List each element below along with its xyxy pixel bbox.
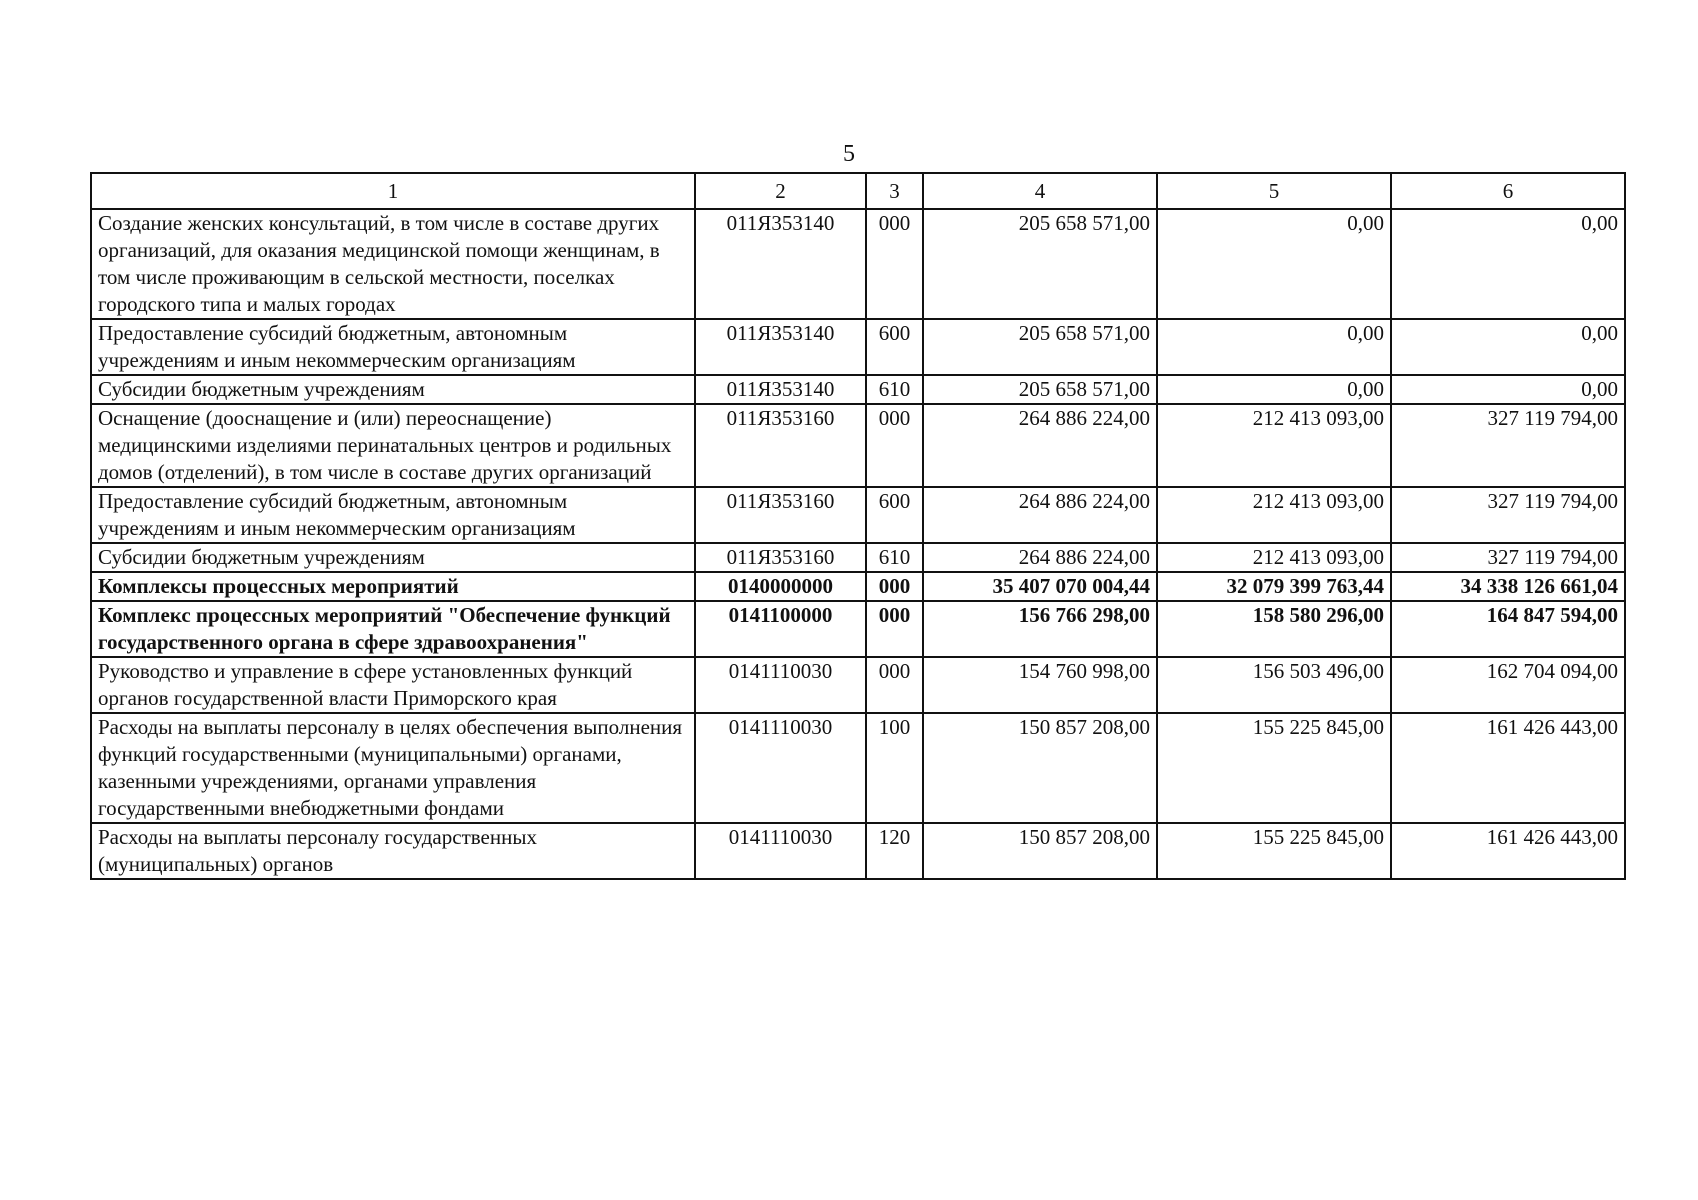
amount-col-6: 327 119 794,00 (1391, 404, 1625, 487)
target-code: 011Я353160 (695, 487, 866, 543)
item-name: Предоставление субсидий бюджетным, автономным учреждениям и иным некоммерческим организациям (91, 319, 695, 375)
amount-col-5: 32 079 399 763,44 (1157, 572, 1391, 601)
amount-col-4: 264 886 224,00 (923, 487, 1157, 543)
item-name: Руководство и управление в сфере установленных функций органов государственной власти Приморского края (91, 657, 695, 713)
amount-col-5: 212 413 093,00 (1157, 487, 1391, 543)
amount-col-5: 155 225 845,00 (1157, 713, 1391, 823)
header-row (91, 173, 1625, 209)
amount-col-5: 156 503 496,00 (1157, 657, 1391, 713)
amount-col-6: 162 704 094,00 (1391, 657, 1625, 713)
table-row (91, 375, 1625, 404)
amount-col-4: 150 857 208,00 (923, 823, 1157, 879)
table-row (91, 543, 1625, 572)
amount-col-4: 35 407 070 004,44 (923, 572, 1157, 601)
amount-col-6: 327 119 794,00 (1391, 543, 1625, 572)
expense-type: 000 (866, 572, 923, 601)
table-row (91, 657, 1625, 713)
expense-type: 120 (866, 823, 923, 879)
table-row (91, 713, 1625, 823)
expense-type: 000 (866, 657, 923, 713)
table-row (91, 572, 1625, 601)
target-code: 0141110030 (695, 657, 866, 713)
header-cell-2: 2 (695, 173, 866, 209)
header-cell-6: 6 (1391, 173, 1625, 209)
table-row (91, 823, 1625, 879)
header-cell-4: 4 (923, 173, 1157, 209)
amount-col-5: 212 413 093,00 (1157, 404, 1391, 487)
item-name: Создание женских консультаций, в том числе в составе других организаций, для оказания медицинской помощи женщинам, в том числе проживающим в сельской местности, поселках городского типа и малых городах (91, 209, 695, 319)
target-code: 011Я353140 (695, 375, 866, 404)
target-code: 0141100000 (695, 601, 866, 657)
budget-table (90, 172, 1626, 880)
target-code: 011Я353160 (695, 543, 866, 572)
target-code: 011Я353160 (695, 404, 866, 487)
table-row (91, 319, 1625, 375)
amount-col-4: 154 760 998,00 (923, 657, 1157, 713)
expense-type: 100 (866, 713, 923, 823)
amount-col-5: 212 413 093,00 (1157, 543, 1391, 572)
table-row (91, 209, 1625, 319)
table-row (91, 404, 1625, 487)
amount-col-6: 161 426 443,00 (1391, 713, 1625, 823)
amount-col-6: 327 119 794,00 (1391, 487, 1625, 543)
amount-col-4: 150 857 208,00 (923, 713, 1157, 823)
item-name: Комплексы процессных мероприятий (91, 572, 695, 601)
item-name: Расходы на выплаты персоналу государственных (муниципальных) органов (91, 823, 695, 879)
amount-col-4: 264 886 224,00 (923, 404, 1157, 487)
expense-type: 000 (866, 601, 923, 657)
amount-col-5: 0,00 (1157, 209, 1391, 319)
amount-col-5: 0,00 (1157, 319, 1391, 375)
table-body (91, 209, 1625, 879)
header-cell-3: 3 (866, 173, 923, 209)
target-code: 0140000000 (695, 572, 866, 601)
amount-col-5: 158 580 296,00 (1157, 601, 1391, 657)
target-code: 0141110030 (695, 823, 866, 879)
page-number: 5 (843, 141, 855, 167)
table-row (91, 487, 1625, 543)
item-name: Комплекс процессных мероприятий "Обеспечение функций государственного органа в сфере здравоохранения" (91, 601, 695, 657)
amount-col-4: 205 658 571,00 (923, 319, 1157, 375)
item-name: Оснащение (дооснащение и (или) переоснащение) медицинскими изделиями перинатальных центров и родильных домов (отделений), в том числе в составе других организаций (91, 404, 695, 487)
table-row (91, 601, 1625, 657)
header-cell-5: 5 (1157, 173, 1391, 209)
target-code: 011Я353140 (695, 209, 866, 319)
amount-col-5: 155 225 845,00 (1157, 823, 1391, 879)
amount-col-6: 164 847 594,00 (1391, 601, 1625, 657)
amount-col-4: 264 886 224,00 (923, 543, 1157, 572)
amount-col-4: 205 658 571,00 (923, 375, 1157, 404)
amount-col-5: 0,00 (1157, 375, 1391, 404)
item-name: Расходы на выплаты персоналу в целях обеспечения выполнения функций государственными (муниципальными) органами, казенными учреждениями, органами управления государственными внебюджетными фондами (91, 713, 695, 823)
expense-type: 610 (866, 375, 923, 404)
expense-type: 000 (866, 404, 923, 487)
expense-type: 600 (866, 487, 923, 543)
expense-type: 000 (866, 209, 923, 319)
target-code: 0141110030 (695, 713, 866, 823)
target-code: 011Я353140 (695, 319, 866, 375)
amount-col-6: 0,00 (1391, 319, 1625, 375)
item-name: Субсидии бюджетным учреждениям (91, 543, 695, 572)
amount-col-6: 161 426 443,00 (1391, 823, 1625, 879)
amount-col-4: 205 658 571,00 (923, 209, 1157, 319)
amount-col-4: 156 766 298,00 (923, 601, 1157, 657)
item-name: Предоставление субсидий бюджетным, автономным учреждениям и иным некоммерческим организациям (91, 487, 695, 543)
expense-type: 600 (866, 319, 923, 375)
amount-col-6: 0,00 (1391, 209, 1625, 319)
expense-type: 610 (866, 543, 923, 572)
amount-col-6: 34 338 126 661,04 (1391, 572, 1625, 601)
header-cell-1: 1 (91, 173, 695, 209)
amount-col-6: 0,00 (1391, 375, 1625, 404)
item-name: Субсидии бюджетным учреждениям (91, 375, 695, 404)
